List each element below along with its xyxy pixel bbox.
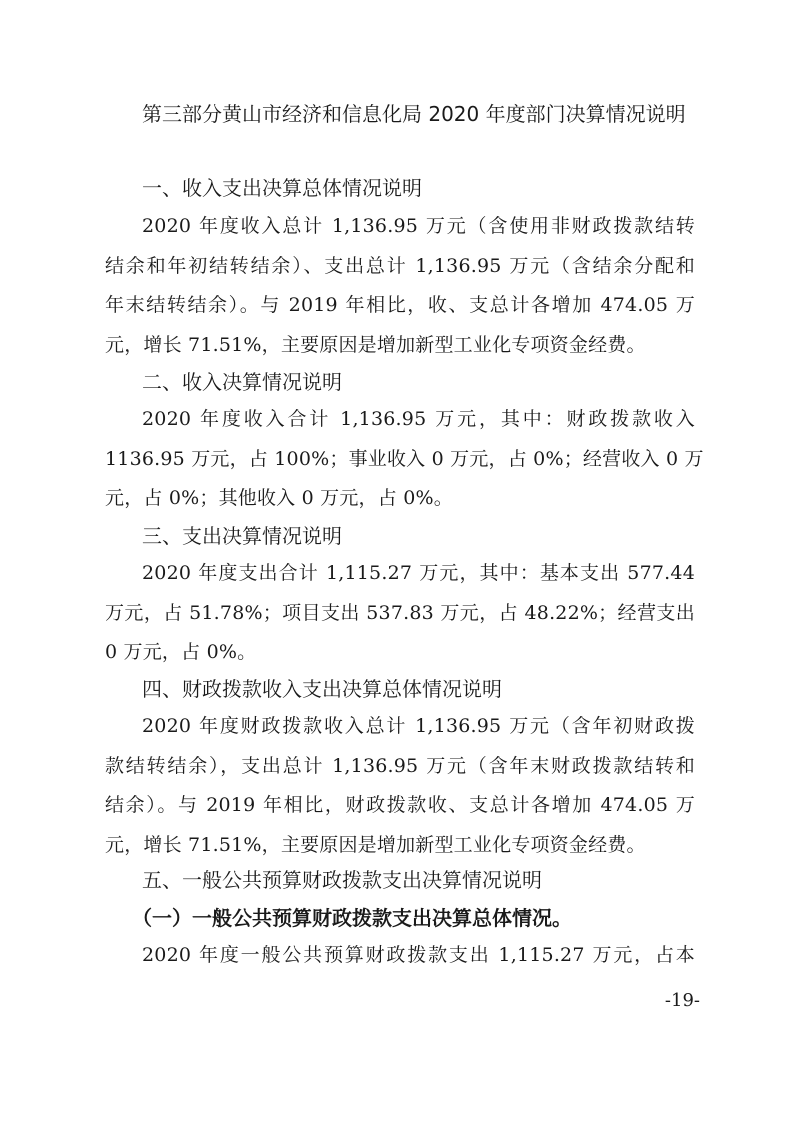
paragraph-line: 元，增长 71.51%，主要原因是增加新型工业化专项资金经费。 [105,333,646,356]
section-heading-4: 四、财政拨款收入支出决算总体情况说明 [142,677,502,701]
final-paragraph [105,936,695,976]
paragraph-line: 1136.95 万元，占 100%；事业收入 0 万元，占 0%；经营收入 0 万 [105,447,704,470]
document-title: 第三部分黄山市经济和信息化局 2020 年度部门决算情况说明 [142,102,686,126]
section-heading-2: 二、收入决算情况说明 [142,370,342,394]
paragraph-line: 元，增长 71.51%，主要原因是增加新型工业化专项资金经费。 [105,833,646,856]
paragraph-line: 结余和年初结转结余）、支出总计 1,136.95 万元（含结余分配和 [105,254,695,277]
paragraph-line: 结余）。与 2019 年相比，财政拨款收、支总计各增加 474.05 万 [105,794,695,816]
paragraph-line: 2020 年度一般公共预算财政拨款支出 1,115.27 万元，占本 [142,944,695,966]
section-heading-1: 一、收入支出决算总体情况说明 [142,176,422,200]
section-paragraph-4 [105,707,695,865]
page-number: -19- [664,990,700,1011]
paragraph-line: 元，占 0%；其他收入 0 万元，占 0%。 [105,487,453,509]
paragraph-line: 0 万元，占 0%。 [105,641,257,663]
paragraph-line: 2020 年度收入总计 1,136.95 万元（含使用非财政拨款结转 [142,215,695,237]
paragraph-line: 年末结转结余）。与 2019 年相比，收、支总计各增加 474.05 万 [105,294,695,316]
section-heading-5: 五、一般公共预算财政拨款支出决算情况说明 [142,868,542,892]
section-paragraph-3 [105,554,695,673]
sub-heading: （一）一般公共预算财政拨款支出决算总体情况。 [132,906,572,930]
paragraph-line: 2020 年度财政拨款收入总计 1,136.95 万元（含年初财政拨 [142,715,695,737]
paragraph-line: 2020 年度收入合计 1,136.95 万元，其中：财政拨款收入 [142,408,695,430]
section-paragraph-1 [105,207,695,365]
paragraph-line: 2020 年度支出合计 1,115.27 万元，其中：基本支出 577.44 [142,562,695,584]
paragraph-line: 万元，占 51.78%；项目支出 537.83 万元，占 48.22%；经营支出 [105,601,695,624]
paragraph-line: 款结转结余），支出总计 1,136.95 万元（含年末财政拨款结转和 [105,754,695,777]
section-paragraph-2 [105,400,704,519]
section-heading-3: 三、支出决算情况说明 [142,524,342,548]
